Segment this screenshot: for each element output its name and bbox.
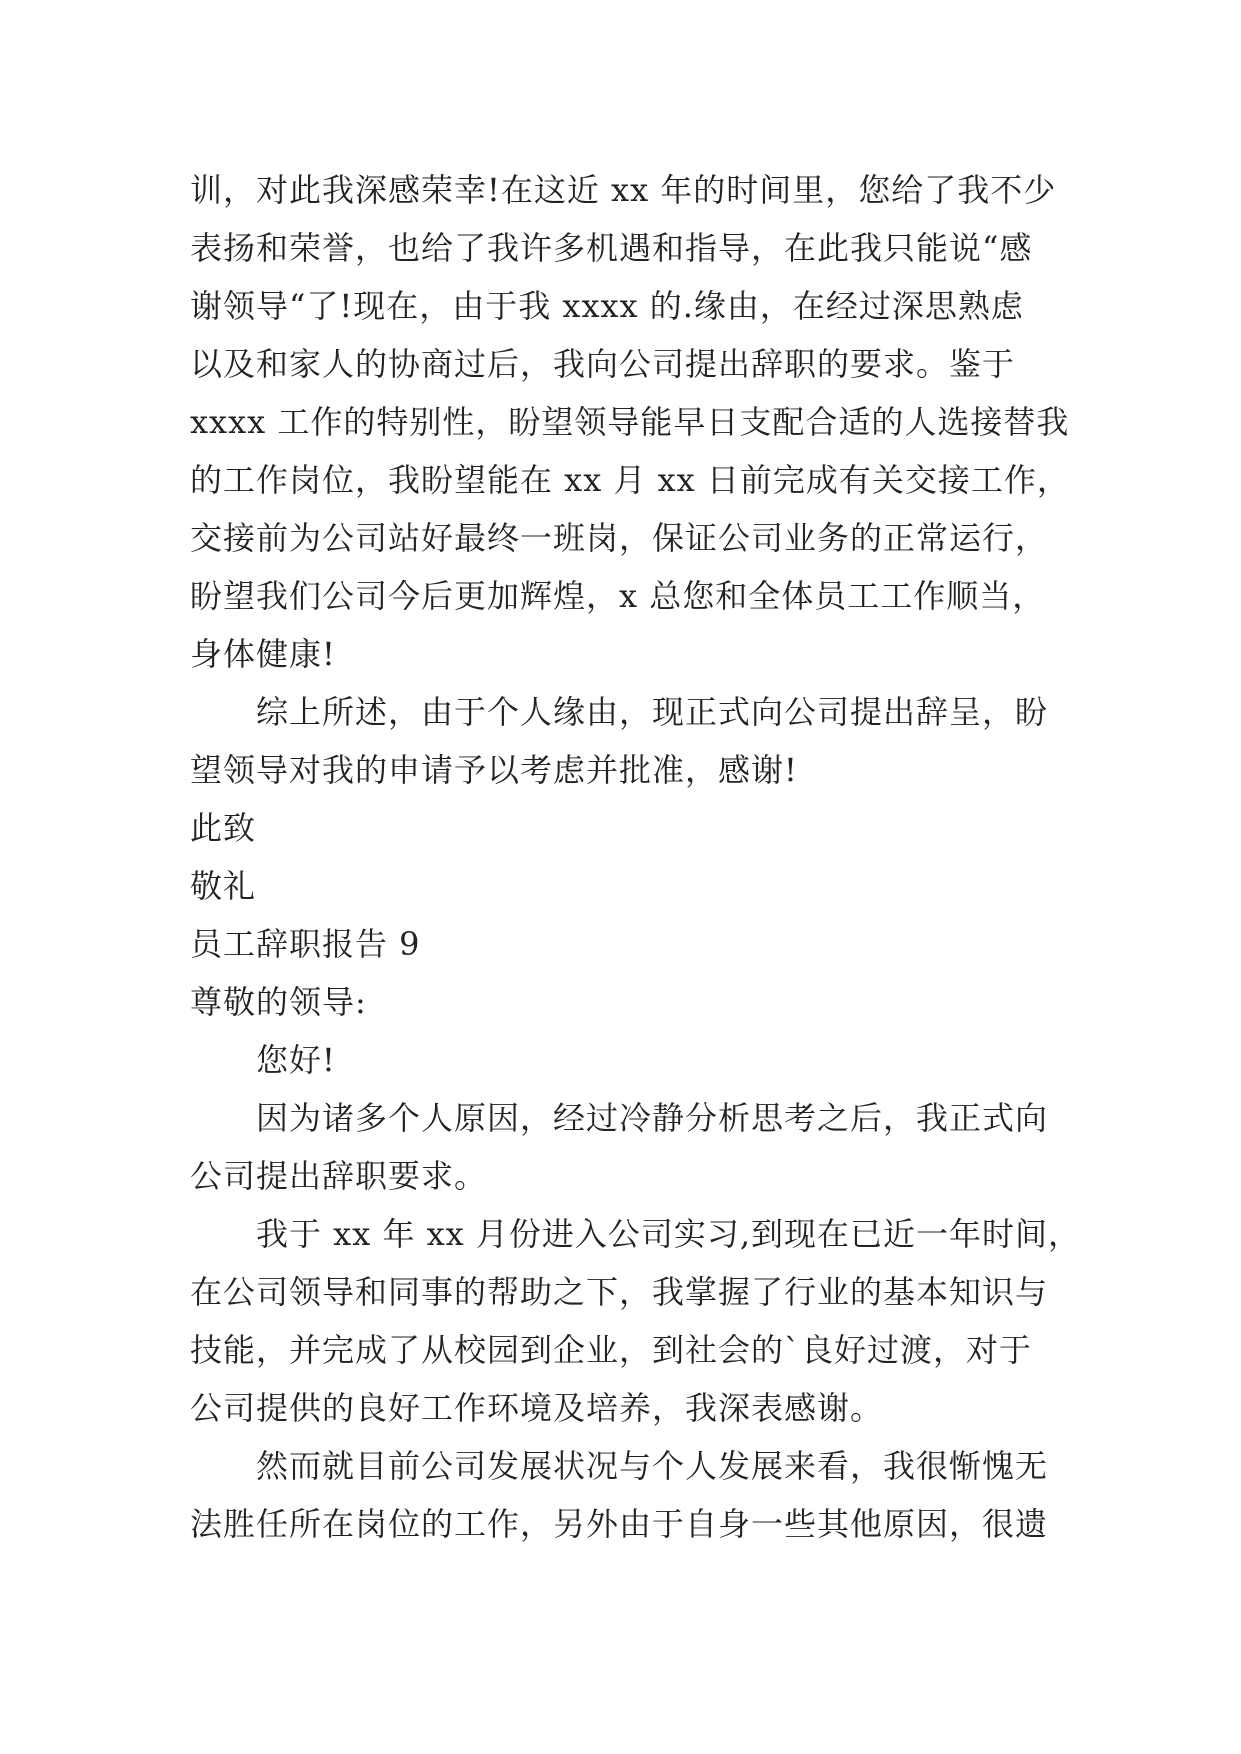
text-line: 然而就目前公司发展状况与个人发展来看，我很惭愧无 (256, 1447, 1049, 1485)
text-line: 身体健康! (190, 635, 336, 673)
text-line: 综上所述，由于个人缘由，现正式向公司提出辞呈，盼 (256, 693, 1049, 731)
text-line: 交接前为公司站好最终一班岗，保证公司业务的正常运行， (190, 519, 1049, 557)
section-title: 员工辞职报告 9 (190, 925, 421, 963)
text-line: 因为诸多个人原因，经过冷静分析思考之后，我正式向 (256, 1099, 1049, 1137)
greeting: 您好! (256, 1041, 336, 1079)
text-line: 技能，并完成了从校园到企业，到社会的`良好过渡，对于 (190, 1331, 1033, 1369)
text-line: 谢领导“了!现在，由于我 xxxx 的.缘由，在经过深思熟虑 (190, 287, 1024, 325)
text-line: 法胜任所在岗位的工作，另外由于自身一些其他原因，很遗 (190, 1505, 1049, 1543)
text-line: 我于 xx 年 xx 月份进入公司实习,到现在已近一年时间， (256, 1215, 1082, 1253)
text-line: 在公司领导和同事的帮助之下，我掌握了行业的基本知识与 (190, 1273, 1049, 1311)
closing-line: 敬礼 (190, 867, 257, 905)
text-line: 公司提出辞职要求。 (190, 1157, 488, 1195)
text-line: 训，对此我深感荣幸!在这近 xx 年的时间里，您给了我不少 (190, 171, 1057, 209)
text-line: 的工作岗位，我盼望能在 xx 月 xx 日前完成有关交接工作， (190, 461, 1070, 499)
text-line: 望领导对我的申请予以考虑并批准，感谢! (190, 751, 798, 789)
text-line: 以及和家人的协商过后，我向公司提出辞职的要求。鉴于 (190, 345, 1016, 383)
closing-line: 此致 (190, 809, 257, 847)
salutation: 尊敬的领导: (190, 983, 367, 1021)
text-line: 公司提供的良好工作环境及培养，我深表感谢。 (190, 1389, 884, 1427)
text-line: 表扬和荣誉，也给了我许多机遇和指导，在此我只能说“感 (190, 229, 1033, 267)
text-line: 盼望我们公司今后更加辉煌，x 总您和全体员工工作顺当， (190, 577, 1046, 615)
text-line: xxxx 工作的特别性，盼望领导能早日支配合适的人选接替我 (190, 403, 1070, 441)
